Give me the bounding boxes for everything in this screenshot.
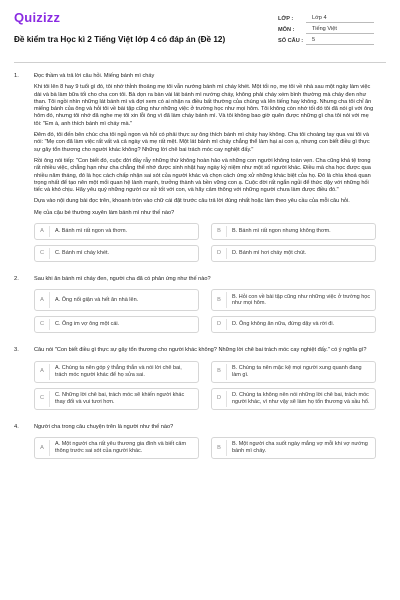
option-letter: B [212, 440, 227, 456]
option-text: B. Bánh mì rất ngon nhưng không thơm. [232, 228, 331, 235]
option-text: A. Chúng ta nên góp ý thẳng thắn và nói lời chê bai, trách móc người khác để họ sửa sai. [55, 364, 182, 378]
option-text: D. Chúng ta không nên nói những lời chê bai, trách móc người khác, vì như vậy sẽ làm họ tổn thương và sầu hổ. [232, 391, 370, 405]
passage-paragraph: Dựa vào nội dung bài đọc trên, khoanh tròn vào chữ cái đặt trước câu trả lời đúng nhất hoặc làm theo yêu cầu của mỗi câu hỏi. [34, 198, 350, 205]
option-a[interactable] [34, 437, 199, 459]
meta-row-count [278, 35, 374, 46]
option-letter: D [212, 319, 227, 330]
option-c[interactable] [34, 316, 199, 333]
option-text: A. Ông nổi giận và hết ăn nhà lên. [55, 296, 139, 303]
meta-label: MÔN : [278, 26, 295, 33]
question-text: Mẹ của cậu bé thường xuyên làm bánh mì như thế nào? [34, 209, 175, 216]
question-body [34, 73, 376, 262]
header-divider [14, 62, 386, 63]
option-text: D. Ông không ăn nữa, đứng dậy và rời đi. [232, 321, 335, 328]
answer-options [34, 437, 376, 459]
option-text: D. Bánh mì hơi cháy một chút. [232, 250, 307, 257]
option-d[interactable] [211, 388, 376, 410]
option-c[interactable] [34, 245, 199, 262]
question-body [34, 424, 376, 459]
question-3 [14, 347, 386, 409]
option-text: B. Hỏi con về bài tập cũng như những việc ở trường học như mọi hôm. [232, 293, 371, 307]
option-letter: B [212, 364, 227, 380]
option-b[interactable] [211, 223, 376, 240]
worksheet-title: Đề kiểm tra Học kì 2 Tiếng Việt lớp 4 có đáp án (Đề 12) [14, 35, 226, 44]
meta-label: LỚP : [278, 15, 294, 22]
meta-value: 5 [306, 36, 374, 45]
meta-row-class [278, 13, 374, 24]
option-letter: B [212, 292, 227, 308]
worksheet-header [14, 10, 386, 56]
question-text: Sau khi ăn bánh mì cháy đen, người cha đã có phản ứng như thế nào? [34, 276, 211, 283]
meta-value: Tiếng Việt [306, 25, 374, 34]
option-text: A. Một người cha rất yêu thương gia đình và biết cảm thông trước sai sót của người khác. [55, 441, 187, 454]
option-letter: A [35, 440, 50, 456]
option-text: C. Bánh mì cháy khét. [55, 250, 110, 257]
answer-options [34, 361, 376, 410]
option-b[interactable] [211, 289, 376, 311]
answer-options [34, 223, 376, 262]
option-text: C. Những lời chê bai, trách móc sẽ khiến người khác thay đổi và vui tươi hơn. [55, 391, 185, 405]
option-letter: B [212, 226, 227, 237]
question-body [34, 347, 376, 409]
option-letter: A [35, 364, 50, 380]
question-intro: Đọc thầm và trả lời câu hỏi. Miếng bánh mì cháy [34, 73, 155, 79]
option-letter: A [35, 226, 50, 237]
question-text: Câu nói "Con biết điều gì thực sự gây tổn thương cho người khác không? Những lời chê bai trách móc cay nghiệt đấy." có ý nghĩa gì? [34, 347, 367, 354]
option-letter: D [212, 391, 227, 407]
quizizz-logo: Quizizz [14, 10, 61, 25]
meta-value: Lớp 4 [306, 14, 374, 23]
answer-options [34, 289, 376, 333]
question-1 [14, 73, 386, 262]
passage-paragraph: Khi tôi lên 8 hay 9 tuổi gì đó, tôi nhớ thỉnh thoảng mẹ tôi vẫn nướng bánh mì cháy khét. Một tối nọ, mẹ tôi về nhà sau một ngày làm việc dài và bà làm bữa tối cho cha con tôi. Bà dọn ra bàn vài lát bánh mì nướng cháy, không phải cháy xém bình thường mà cháy đen như than. Tôi ngồi nhìn những lát bánh mì và đợi xem có ai nhận ra điều bất thường của chúng và lên tiếng hay không. Nhưng cha tôi chỉ ăn miếng bánh của ông và hỏi tôi về bài tập cũng như những việc ở trường học như mọi hôm. Tôi không còn nhớ tối đó tôi đã nói gì với ông hôm đó, nhưng tôi nhớ đã nghe mẹ tôi xin lỗi ông vì đã làm cháy bánh mì. Và tôi không bao giờ quên được những gì cha tôi nói với mẹ tôi: "Em à, anh thích bánh mì cháy mà." [34, 84, 374, 127]
question-body [34, 276, 376, 333]
option-letter: C [35, 248, 50, 259]
question-number: 4. [14, 423, 19, 430]
passage-paragraph: Rồi ông nói tiếp: "Con biết đó, cuộc đời đầy rẫy những thứ không hoàn hảo và những con người không toàn vẹn. Cha cũng khá tệ trong rất nhiều việc, chẳng hạn như cha chẳng thể nhớ được sinh nhật hay ngày kỷ niệm như một số người khác. Điều mà cha học được qua nhiều năm tháng, đó là học cách chấp nhận sai sót của người khác và chọn cách ứng xử những khác biệt của họ. Đó là chìa khoá quan trọng nhất để tạo nên một mối quan hệ lành mạnh, trưởng thành và bền vững con ạ. Cuộc đời rất ngắn ngủi để thức dậy với những hối tiếc và khó chịu. Hãy yêu quý những người cư xử tốt với con, và hãy cảm thông với những người chưa làm được điều đó." [34, 157, 371, 194]
option-letter: C [35, 391, 50, 407]
option-text: B. Một người cha suốt ngày mắng vợ mỗi khi vợ nướng bánh mì cháy. [232, 441, 368, 454]
option-text: C. Ông im vợ ông một cái. [55, 321, 120, 328]
question-text: Người cha trong câu chuyện trên là người như thế nào? [34, 423, 174, 430]
option-b[interactable] [211, 361, 376, 383]
option-letter: D [212, 248, 227, 259]
question-number: 3. [14, 347, 19, 354]
option-a[interactable] [34, 361, 199, 383]
question-number: 2. [14, 276, 19, 283]
passage-paragraph: Đêm đó, tôi đến bên chúc cha tôi ngủ ngon và hỏi có phải thực sự ông thích bánh mì cháy hay không. Cha tôi choàng tay qua vai tôi và nói: "Mẹ con đã làm việc rất vất vả cả ngày và mẹ rất mệt. Một lát bánh mì cháy chẳng thể làm hại ai con ạ, nhưng con biết điều gì thực sự gây tổn thương cho người khác không? Những lời chê bai trách móc cay nghiệt đấy." [34, 132, 370, 153]
option-text: B. Chúng ta nên mặc kệ mọi người xung quanh đang làm gì. [232, 364, 362, 378]
option-b[interactable] [211, 437, 376, 459]
question-4 [14, 424, 386, 459]
option-text: A. Bánh mì rất ngon và thơm. [55, 228, 128, 235]
option-d[interactable] [211, 245, 376, 262]
worksheet-meta [278, 13, 374, 46]
meta-row-subject [278, 24, 374, 35]
reading-passage [34, 84, 376, 205]
question-number: 1. [14, 73, 19, 79]
question-2 [14, 276, 386, 333]
option-a[interactable] [34, 289, 199, 311]
option-letter: A [35, 292, 50, 308]
option-c[interactable] [34, 388, 199, 410]
option-d[interactable] [211, 316, 376, 333]
option-letter: C [35, 319, 50, 330]
option-a[interactable] [34, 223, 199, 240]
meta-label: SỐ CÂU : [278, 37, 304, 44]
